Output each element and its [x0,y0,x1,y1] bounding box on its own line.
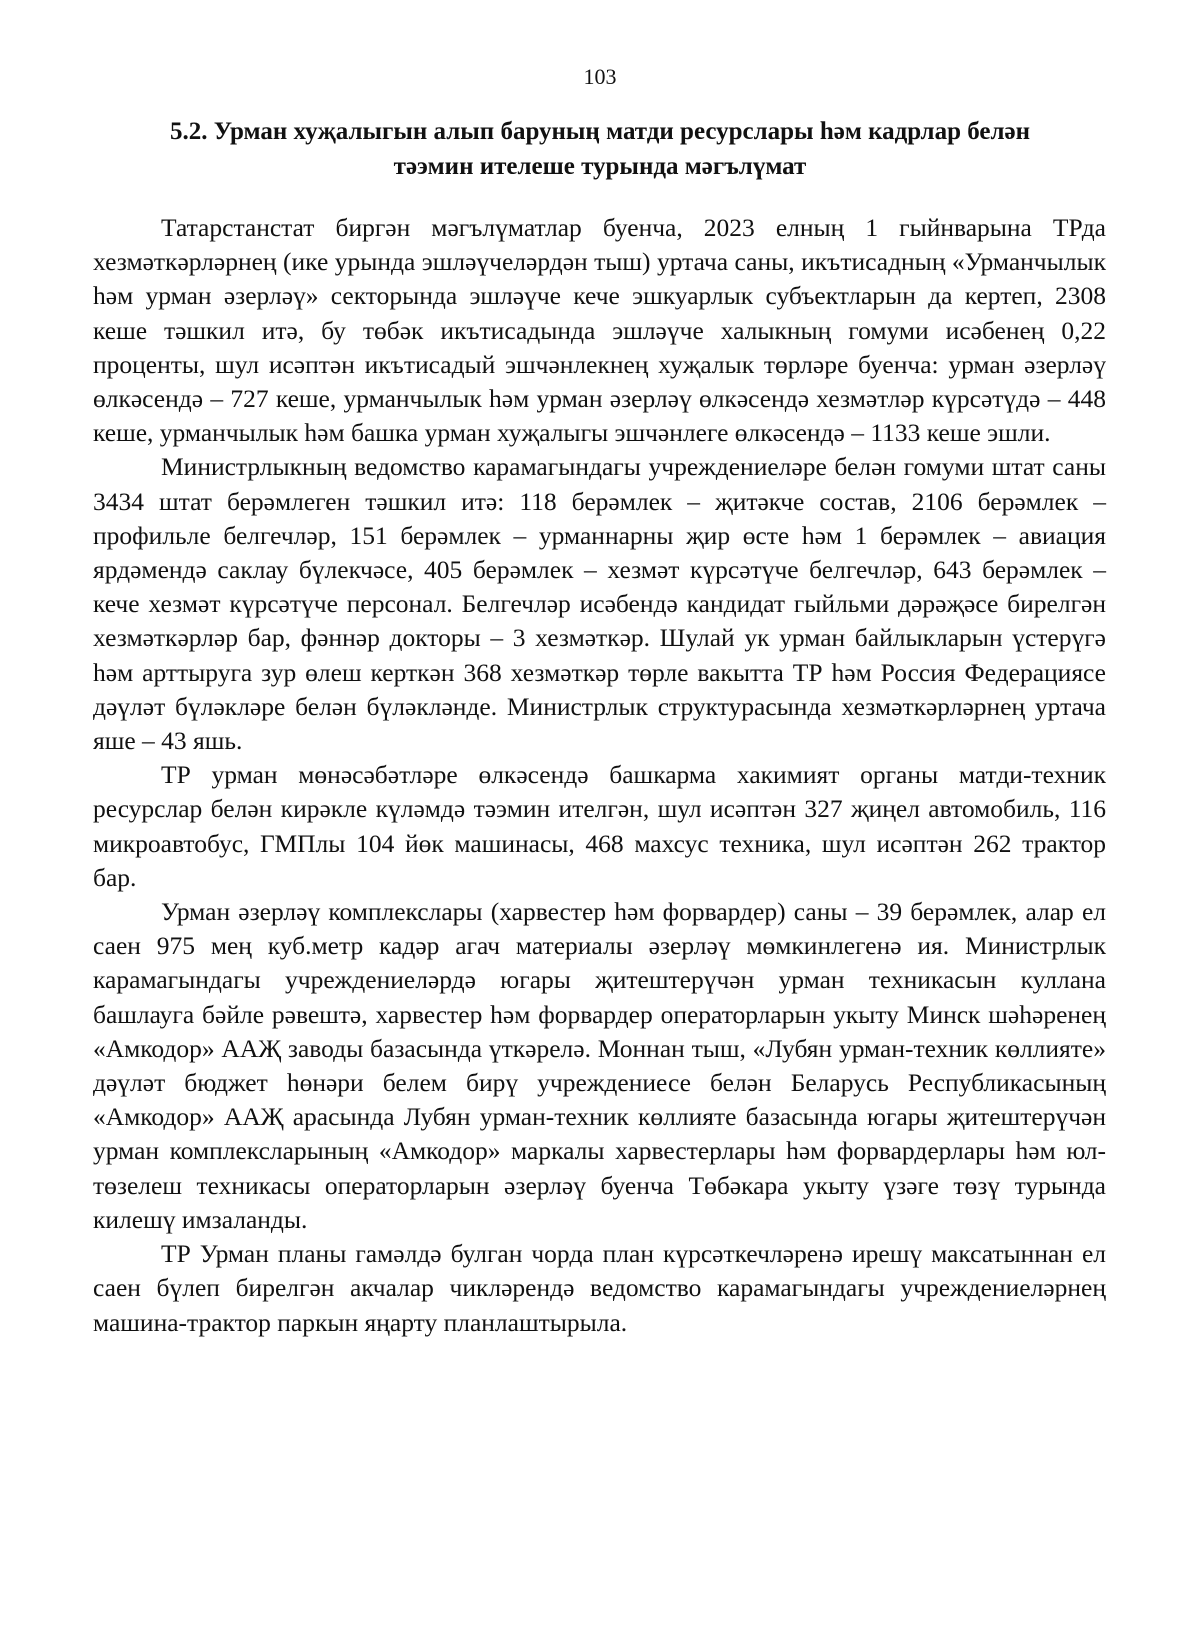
page-number: 103 [583,64,617,89]
paragraph-employment: Татарстанстат биргән мәгълүматлар буенча, 2023 елның 1 гыйнварына ТРда хезмәткәрләрнең (ике урында эшләүчеләрдән тыш) уртача саны, икътисадның «Урманчылык һәм урман әзерләү» секторында эшләүче кече эшкуарлык субъектларын да кертеп, 2308 кеше тәшкил итә, бу төбәк икътисадында эшләүче халыкның гомуми исәбенең 0,22 проценты, шул исәптән икътисадый эшчәнлекнең хуҗалык төрләре буенча: урман әзерләү өлкәсендә – 727 кеше, урманчылык һәм урман әзерләү өлкәсендә хезмәтләр күрсәтүдә – 448 кеше, урманчылык һәм башка урман хуҗалыгы эшчәнлеге өлкәсендә – 1133 кеше эшли. [93,213,1106,448]
body-text [93,211,1106,1340]
section-title-line-1: 5.2. Урман хуҗалыгын алып баруның матди ресурслары һәм кадрлар белән [169,118,1031,145]
paragraph-harvesters: Урман әзерләү комплекслары (харвестер һәм форвардер) саны – 39 берәмлек, алар ел саен 975 мең куб.метр кадәр агач материалы әзерләү мөмкинлегенә ия. Министрлык карамагындагы учреждениеләрдә югары җитештерүчән урман техникасын куллана башлауга бәйле рәвештә, харвестер һәм форвардер операторларын укыту Минск шәһәренең «Амкодор» ААҖ заводы базасында үткәрелә. Моннан тыш, «Лубян урман-техник көллияте» дәүләт бюджет һөнәри белем бирү учреждениесе белән Беларусь Республикасының «Амкодор» ААҖ арасында Лубян урман-техник көллияте базасында югары җитештерүчән урман комплексларының «Амкодор» маркалы харвестерлары һәм форвардерлары һәм юл-төзелеш техникасы операторларын әзерләү буенча Төбәкара укыту үзәге төзү турында килешү имзаланды. [93,897,1106,1234]
section-title-line-2: тәэмин ителеше турында мәгълүмат [393,153,807,180]
paragraph-resources: ТР урман мөнәсәбәтләре өлкәсендә башкарма хакимият органы матди-техник ресурслар белән кирәкле күләмдә тәэмин ителгән, шул исәптән 327 җиңел автомобиль, 116 микроавтобус, ГМПлы 104 йөк машинасы, 468 махсус техника, шул исәптән 262 трактор бар. [93,760,1106,892]
paragraph-staff: Министрлыкның ведомство карамагындагы учреждениеләре белән гомуми штат саны 3434 штат берәмлеген тәшкил итә: 118 берәмлек – җитәкче состав, 2106 берәмлек – профильле белгечләр, 151 берәмлек – урманнарны җир өсте һәм 1 берәмлек – авиация ярдәмендә саклау бүлекчәсе, 405 берәмлек – хезмәт күрсәтүче белгечләр, 643 берәмлек – кече хезмәт күрсәтүче персонал. Белгечләр исәбендә кандидат гыйльми дәрәҗәсе бирелгән хезмәткәрләр бар, фәннәр докторы – 3 хезмәткәр. Шулай ук урман байлыкларын үстерүгә һәм арттыруга зур өлеш керткән 368 хезмәткәр төрле вакытта ТР һәм Россия Федерациясе дәүләт бүләкләре белән бүләкләнде. Министрлык структурасында хезмәткәрләрнең уртача яше – 43 яшь. [93,452,1106,756]
section-title [95,114,1105,184]
paragraph-fleet-renewal: ТР Урман планы гамәлдә булган чорда план күрсәткечләренә ирешү максатыннан ел саен бүлеп бирелгән акчалар чикләрендә ведомство карамагындагы учреждениеләрнең машина-трактор паркын яңарту планлаштырыла. [93,1239,1106,1337]
